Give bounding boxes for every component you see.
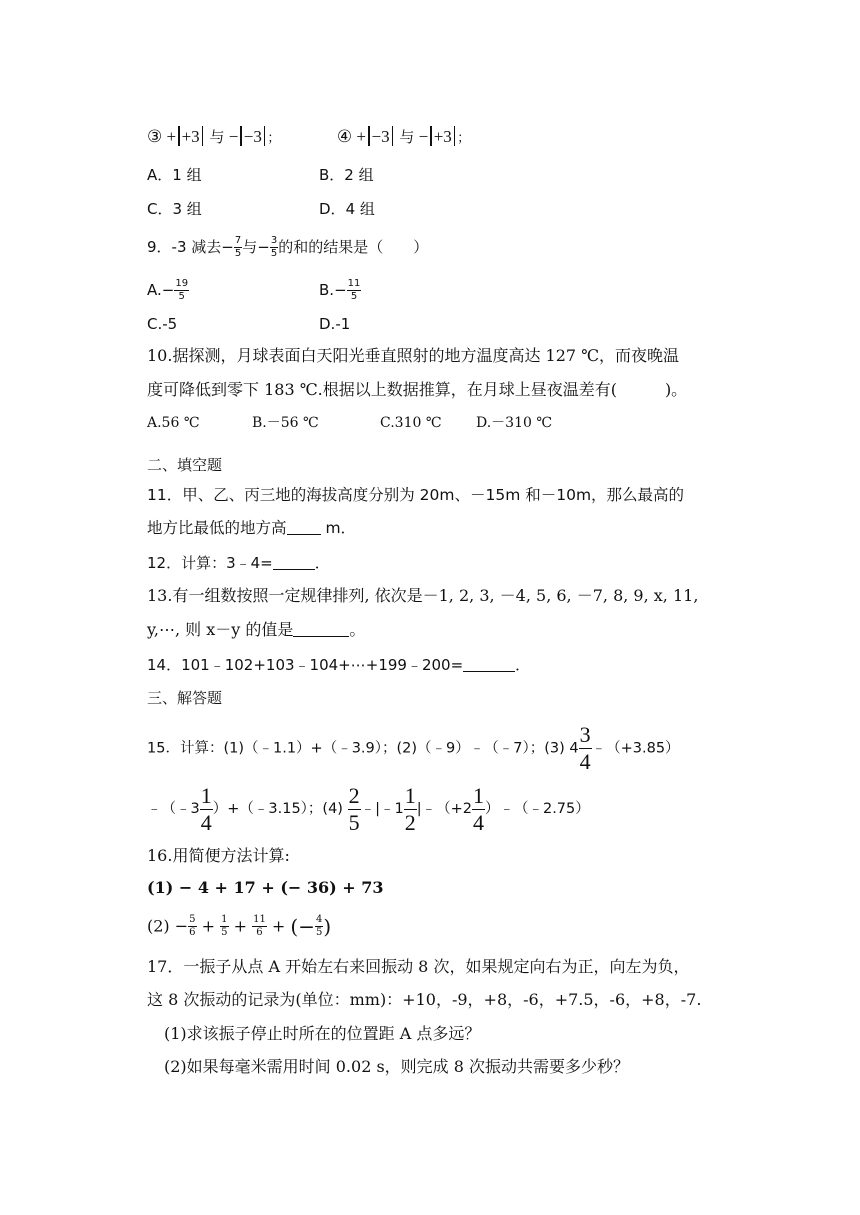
q11-line1: 11．甲、乙、丙三地的海拔高度分别为 20m、－15m 和－10m，那么最高的 (147, 486, 685, 504)
q10-option-b: B.－56 ℃ (252, 415, 319, 431)
fraction: $\frac{1}{4}$ (200, 782, 212, 835)
q10-options (147, 413, 552, 433)
fraction: $\frac{3}{5}$ (270, 235, 278, 259)
q8-option-a: A．1 组 (147, 166, 202, 184)
q16-expression-2: (2) − $\frac{5}{6}$ + $\frac{1}{5}$ + $\frac{11}{6}$ + (− $\frac{4}{5}$ ) (147, 914, 332, 939)
q8-option-c: C．3 组 (147, 200, 202, 218)
q17-line1: 17．一振子从点 A 开始左右来回振动 8 次，如果规定向右为正，向左为负， (147, 957, 690, 976)
abs-bar (264, 126, 266, 146)
q10-option-c: C.310 ℃ (380, 415, 442, 431)
abs-bar (392, 126, 394, 146)
answer-blank (293, 622, 349, 637)
q15-line2: ﹣（﹣3 $\frac{1}{4}$ ）+（﹣3.15）；(4) $\frac{2}{5}$ ﹣|﹣1 $\frac{1}{2}$ |﹣（+2 $\frac{1}{4}$ ）﹣（﹣2.75） (147, 782, 590, 835)
q9-option-d: D.-1 (319, 315, 351, 333)
q9-option-c: C.-5 (147, 315, 178, 333)
q8-options-row1 (147, 165, 491, 185)
q9-options-row2 (147, 314, 491, 334)
q9-question: 9．-3 减去− $\frac{7}{5}$ 与− $\frac{3}{5}$ 的和的结果是（ ） (147, 235, 429, 259)
section-heading-fill-blank: 二、填空题 (147, 456, 223, 474)
q10-line1: 10.据探测，月球表面白天阳光垂直照射的地方温度高达 127 ℃，而夜晚温 (147, 346, 680, 365)
abs-bar (368, 126, 370, 146)
q17-sub1: (1)求该振子停止时所在的位置距 A 点多远？ (164, 1024, 481, 1043)
fraction: $\frac{1}{2}$ (404, 782, 416, 835)
fraction: $\frac{2}{5}$ (348, 782, 360, 835)
abs-bar (202, 126, 204, 146)
q13-line1: 13.有一组数按照一定规律排列, 依次是－1, 2, 3, －4, 5, 6, －7, 8, 9, x, 11, (147, 586, 699, 605)
abs-bar (454, 126, 456, 146)
answer-blank (287, 520, 321, 535)
item3-number: ③ (147, 127, 163, 146)
fraction: $\frac{3}{4}$ (579, 722, 591, 774)
q16-title: 16.用简便方法计算: (147, 846, 290, 865)
abs-bar (240, 126, 242, 146)
q12: 12．计算：3﹣4= ． (147, 554, 330, 572)
q9-options-row1 (147, 279, 491, 302)
q10-option-a: A.56 ℃ (147, 415, 200, 431)
abs-bar (178, 126, 180, 146)
answer-blank (273, 555, 315, 570)
q15-line1: 15．计算：(1)（﹣1.1）+（﹣3.9）；(2)（﹣9）﹣（﹣7）；(3) 4 $\frac{3}{4}$ ﹣（+3.85） (147, 722, 680, 774)
q14: 14．101﹣102+103﹣104+⋯+199﹣200= ． (147, 656, 531, 674)
section-heading-solve: 三、解答题 (147, 689, 223, 707)
q8-option-b: B．2 组 (319, 166, 374, 184)
q9-option-a: A.− $\frac{19}{5}$ (147, 278, 189, 302)
q8-options-row2 (147, 199, 491, 219)
q10-option-d: D.－310 ℃ (476, 415, 553, 431)
q10-line2: 度可降低到零下 183 ℃.根据以上数据推算，在月球上昼夜温差有( )。 (147, 380, 688, 399)
q8-option-d: D．4 组 (319, 200, 375, 218)
item4-number: ④ (336, 127, 353, 146)
q11-line2: 地方比最低的地方高 m． (147, 519, 357, 537)
abs-bar (430, 126, 432, 146)
q9-option-b: B.− $\frac{11}{5}$ (319, 278, 361, 302)
q17-sub2: (2)如果每毫米需用时间 0.02 s，则完成 8 次振动共需要多少秒？ (164, 1057, 630, 1076)
answer-blank (463, 657, 515, 672)
fraction: $\frac{7}{5}$ (234, 235, 242, 259)
q16-expression-1: (1) − 4 + 17 + (− 36) + 73 (147, 878, 384, 897)
fraction: $\frac{1}{4}$ (472, 782, 484, 835)
q17-line2: 这 8 次振动的记录为(单位：mm)：+10，-9，+8，-6，+7.5，-6，+8，-7. (147, 990, 702, 1009)
q8-items-line: ③ + +3 与 − −3 ； ④ + −3 与 − +3 ； (147, 127, 471, 146)
q13-line2: y,⋯, 则 x－y 的值是 。 (147, 620, 366, 639)
